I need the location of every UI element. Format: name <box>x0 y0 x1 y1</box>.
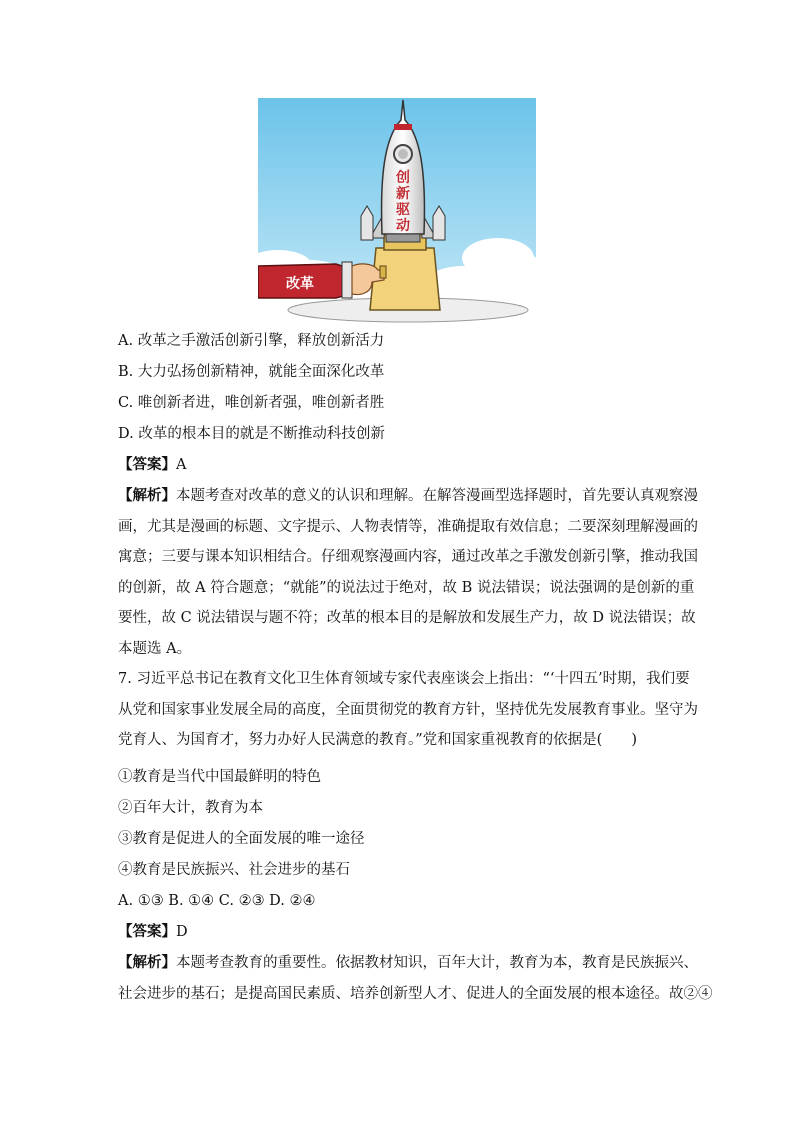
option-a-q6: A. 改革之手激活创新引擎，释放创新活力 <box>118 333 385 349</box>
statement-4: ④教育是民族振兴、社会进步的基石 <box>118 862 350 878</box>
rocket-char: 动 <box>396 218 410 234</box>
rocket-char: 创 <box>396 170 410 186</box>
analysis-line: 【解析】本题考查教育的重要性。依据教材知识，百年大计，教育为本，教育是民族振兴、 <box>118 954 698 971</box>
option-c-q6: C. 唯创新者进，唯创新者强，唯创新者胜 <box>118 395 385 411</box>
statement-1: ①教育是当代中国最鲜明的特色 <box>118 769 321 785</box>
analysis-line: 的创新，故 A 符合题意；“就能”的说法过于绝对，故 B 说法错误；说法强调的是创新的重 <box>118 579 695 596</box>
analysis-line: 社会进步的基石；是提高国民素质、培养创新型人才、促进人的全面发展的根本途径。故②④ <box>118 985 713 1002</box>
analysis-tag: 【解析】 <box>118 487 176 504</box>
question-line: 党育人、为国育才，努力办好人民满意的教育。”党和国家重视教育的依据是( ) <box>118 732 637 748</box>
answer-tag: 【答案】 <box>118 456 176 473</box>
arm-label: 改革 <box>286 276 314 292</box>
answer-tag: 【答案】 <box>118 923 176 940</box>
option-d-q6: D. 改革的根本目的就是不断推动科技创新 <box>118 426 385 442</box>
options-q7: A. ①③ B. ①④ C. ②③ D. ②④ <box>118 893 316 909</box>
statement-2: ②百年大计，教育为本 <box>118 800 263 816</box>
question-line: 从党和国家事业发展全局的高度，全面贯彻党的教育方针，坚持优先发展教育事业。坚守为 <box>118 701 698 718</box>
question-7 <box>118 669 698 761</box>
analysis-line: 寓意；三要与课本知识相结合。仔细观察漫画内容，通过改革之手激发创新引擎，推动我国 <box>118 549 698 565</box>
statement-3: ③教育是促进人的全面发展的唯一途径 <box>118 831 365 847</box>
question-line: 7. 习近平总书记在教育文化卫生体育领域专家代表座谈会上指出：“‘十四五’时期，我们要 <box>118 671 690 687</box>
analysis-line: 要性，故 C 说法错误与题不符；改革的根本目的是解放和发展生产力，故 D 说法错误；故 <box>118 610 696 626</box>
answer-q7 <box>118 922 188 942</box>
analysis-q7 <box>118 953 713 1014</box>
analysis-line: 本题选 A。 <box>118 640 192 657</box>
answer-q6 <box>118 455 186 475</box>
answer-value: A <box>176 457 187 473</box>
cartoon-illustration <box>258 98 536 324</box>
analysis-tag: 【解析】 <box>118 954 176 971</box>
analysis-q6 <box>118 486 698 669</box>
option-b-q6: B. 大力弘扬创新精神，就能全面深化改革 <box>118 364 385 380</box>
answer-value: D <box>176 924 188 940</box>
rocket-char: 新 <box>396 186 410 202</box>
rocket-char: 驱 <box>396 202 410 218</box>
analysis-line: 【解析】本题考查对改革的意义的认识和理解。在解答漫画型选择题时，首先要认真观察漫 <box>118 487 698 504</box>
analysis-line: 画，尤其是漫画的标题、文字提示、人物表情等，准确提取有效信息；二要深刻理解漫画的 <box>118 518 698 535</box>
